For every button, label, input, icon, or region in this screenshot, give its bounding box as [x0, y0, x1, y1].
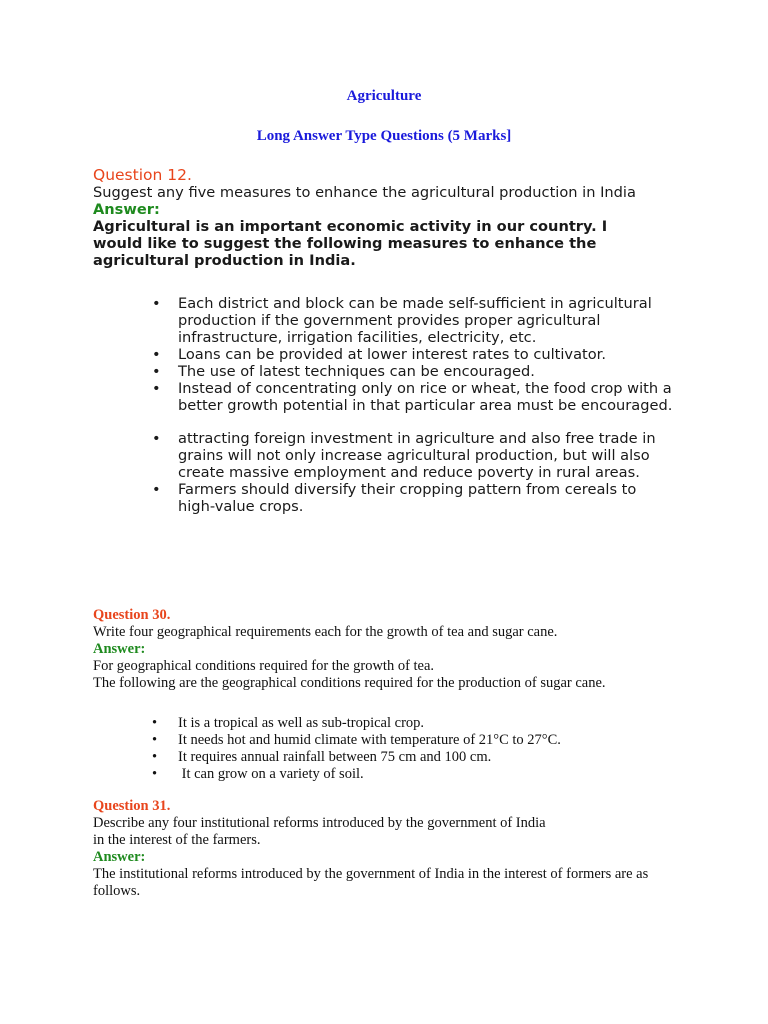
question-31-answer-text: The institutional reforms introduced by the government of India in the interest of formers are as follows. [93, 866, 649, 899]
list-item: • It is a tropical as well as sub-tropical crop. [152, 715, 425, 731]
document-subtitle: Long Answer Type Questions (5 Marks] [256, 128, 512, 144]
question-30-answer-line-1: For geographical conditions required for the growth of tea. [93, 658, 435, 674]
question-12-label: Question 12. [93, 166, 192, 184]
question-31-text-line-2: in the interest of the farmers. [93, 832, 261, 848]
list-item: • Farmers should diversify their cropping pattern from cereals to high-value crops. [152, 481, 637, 515]
question-12-list-a [93, 295, 693, 414]
bullet-icon: • [152, 346, 161, 363]
bullet-icon: • [152, 380, 161, 397]
list-item: • Loans can be provided at lower interest rates to cultivator. [152, 346, 606, 363]
list-item: • Instead of concentrating only on rice or wheat, the food crop with a better growth potential in that particular area must be encouraged. [152, 380, 673, 414]
list-item: • The use of latest techniques can be encouraged. [152, 363, 535, 380]
question-12-list-b [93, 430, 693, 515]
bullet-icon: • [152, 481, 161, 498]
question-30-answer-label: Answer: [93, 641, 146, 657]
question-30-list [93, 715, 693, 783]
document-title: Agriculture [346, 88, 422, 104]
question-12-answer-label: Answer: [93, 201, 160, 218]
question-30-block [93, 607, 693, 783]
list-item: • It needs hot and humid climate with temperature of 21°C to 27°C. [152, 732, 561, 748]
question-12-text: Suggest any five measures to enhance the agricultural production in India [93, 184, 636, 201]
bullet-icon: • [152, 295, 161, 312]
question-31-block [93, 798, 678, 900]
list-item: • Each district and block can be made self-sufficient in agricultural production if the government provides proper agricultural infrastructure, irrigation facilities, electricity, etc. [152, 295, 652, 346]
bullet-icon: • [152, 430, 161, 447]
bullet-icon: • [152, 766, 158, 782]
question-31-answer-label: Answer: [93, 849, 146, 865]
bullet-icon: • [152, 749, 158, 765]
question-12-answer-lead: Agricultural is an important economic activity in our country. I would like to suggest the following measures to enhance the agricultural production in India. [93, 218, 608, 269]
question-30-text: Write four geographical requirements each for the growth of tea and sugar cane. [93, 624, 558, 640]
bullet-icon: • [152, 732, 158, 748]
question-31-text-line-1: Describe any four institutional reforms introduced by the government of India [93, 815, 546, 831]
list-item: • It requires annual rainfall between 75 cm and 100 cm. [152, 749, 492, 765]
list-item: • It can grow on a variety of soil. [152, 766, 364, 782]
question-31-label: Question 31. [93, 798, 171, 814]
bullet-icon: • [152, 363, 161, 380]
question-30-label: Question 30. [93, 607, 171, 623]
question-12-block [93, 166, 693, 515]
question-30-answer-line-2: The following are the geographical conditions required for the production of sugar cane. [93, 675, 606, 691]
list-item: • attracting foreign investment in agriculture and also free trade in grains will not only increase agricultural production, but will also create massive employment and reduce poverty in rural areas. [152, 430, 656, 481]
bullet-icon: • [152, 715, 158, 731]
